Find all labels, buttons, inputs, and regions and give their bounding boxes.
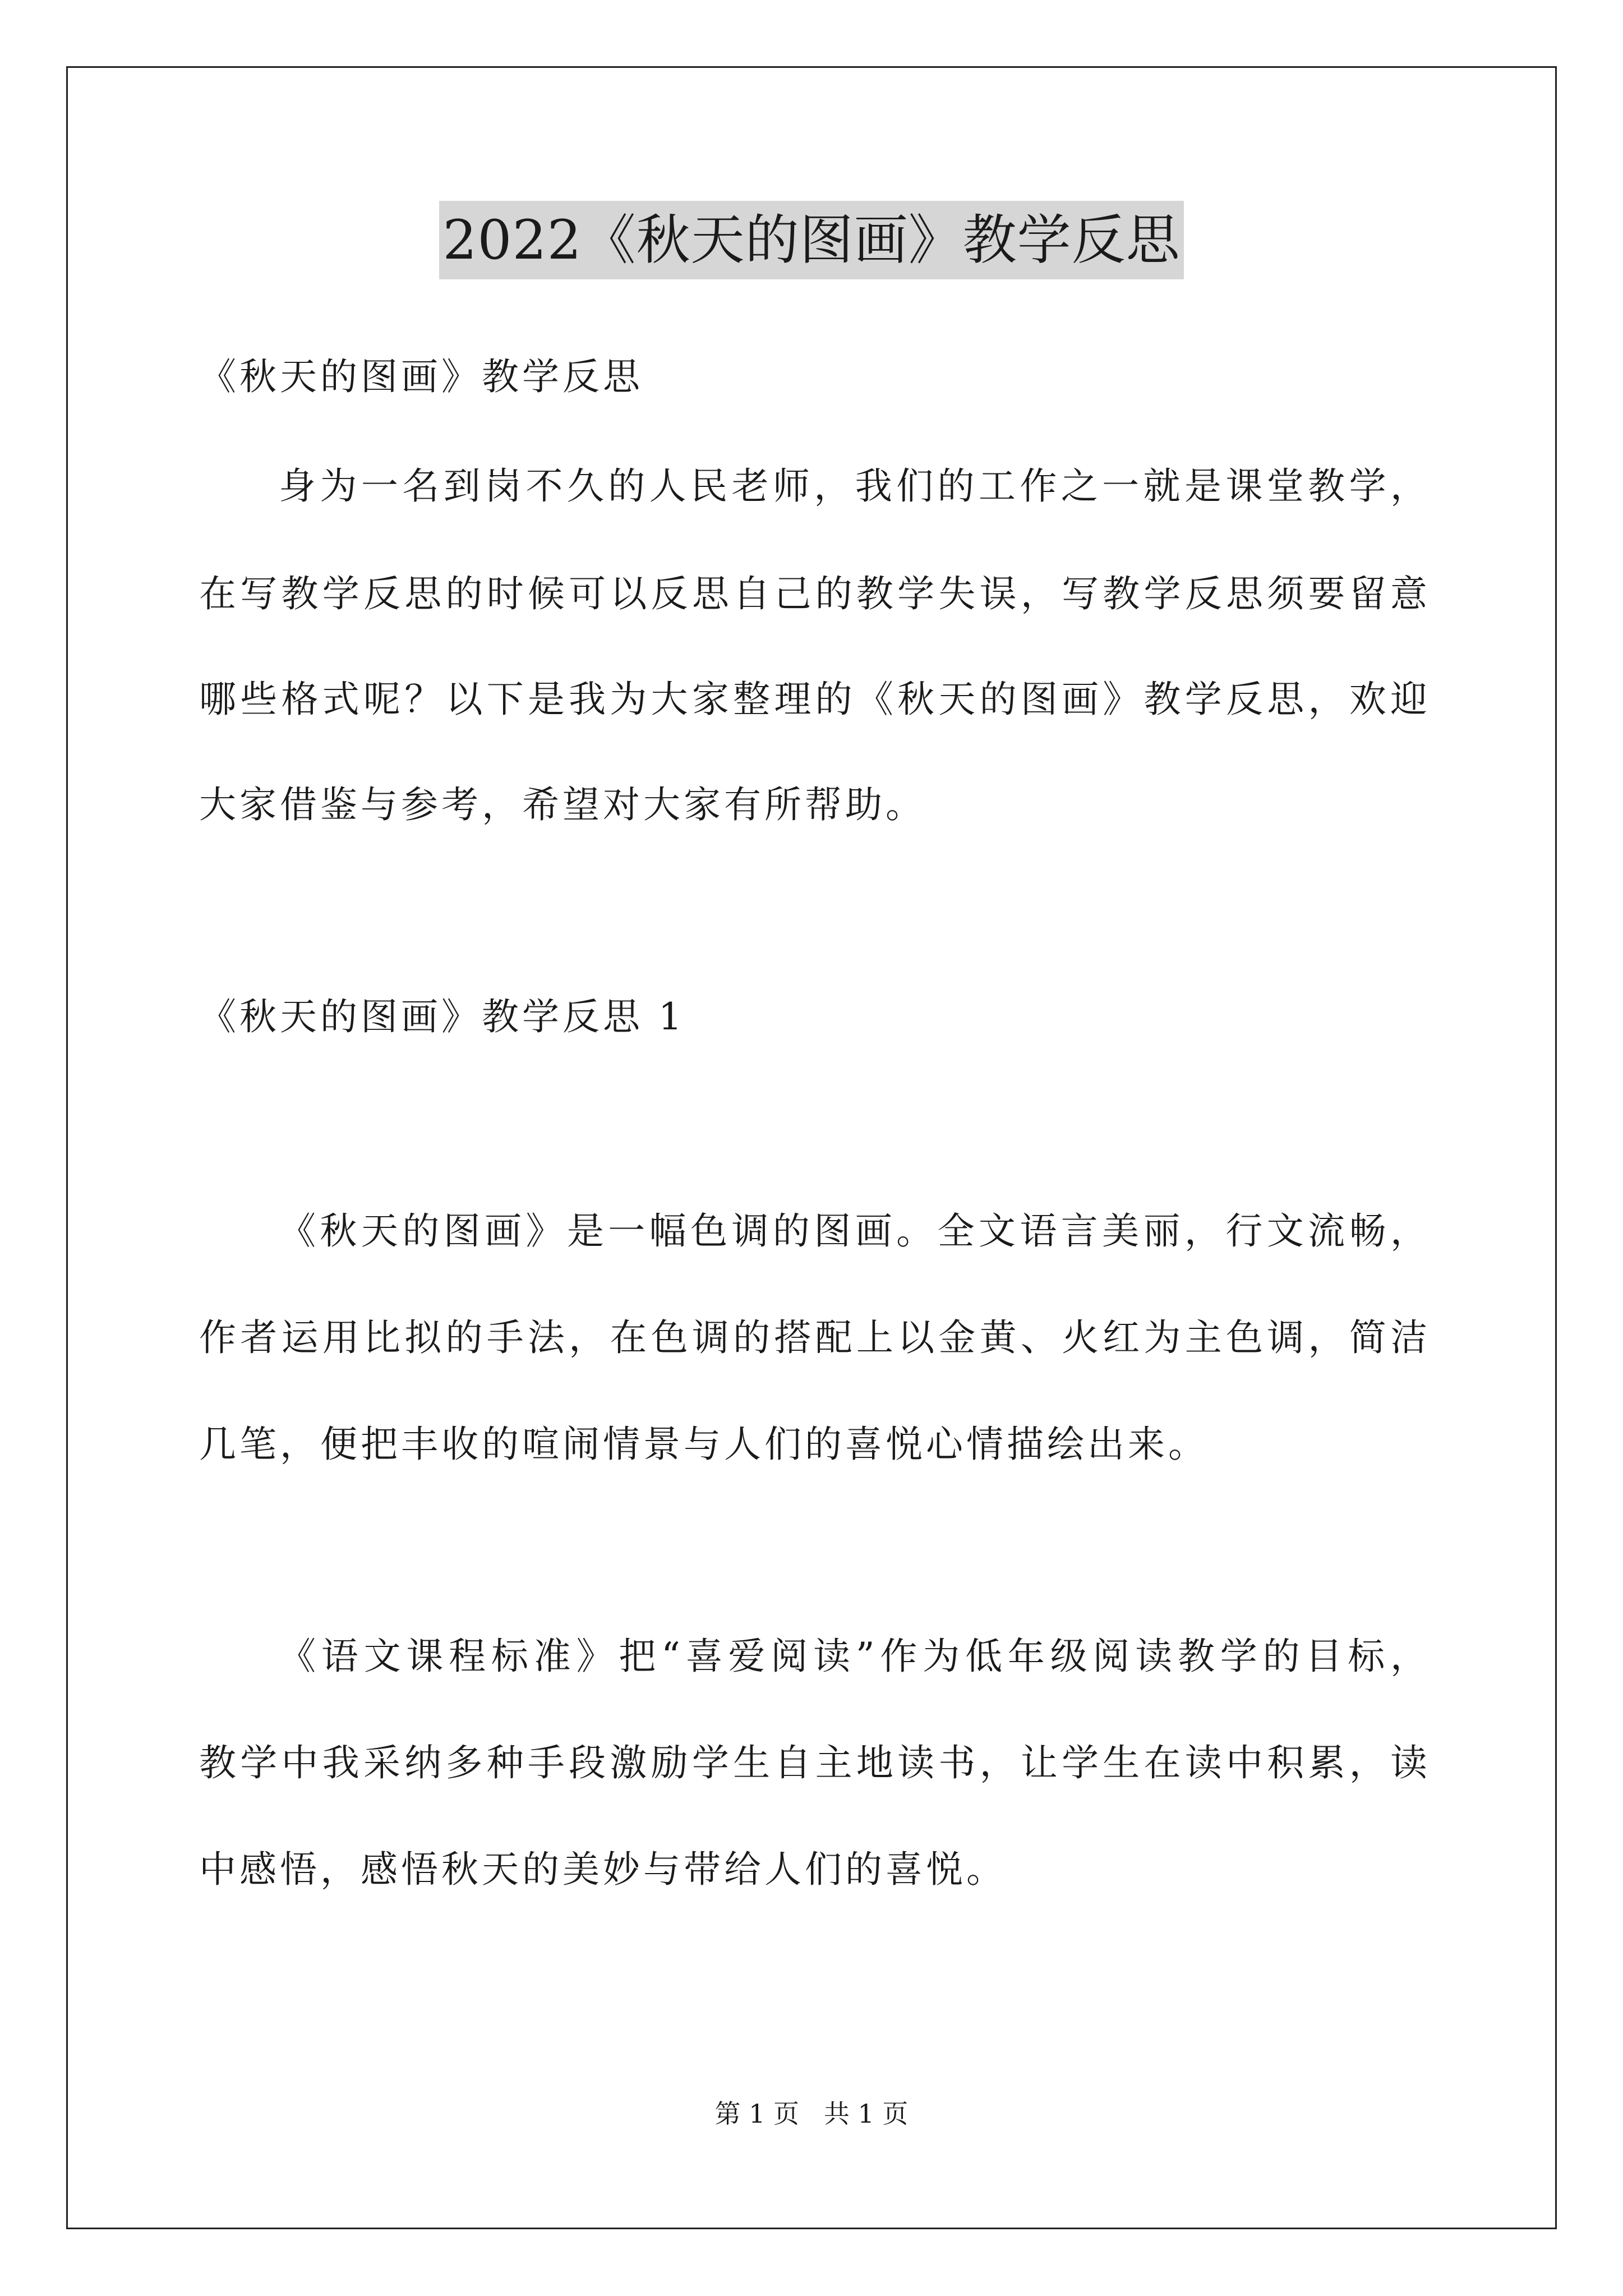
paragraph-line: 教学中我采纳多种手段激励学生自主地读书，让学生在读中积累，读 [199, 1741, 1427, 1784]
paragraph-line: 中感悟，感悟秋天的美妙与带给人们的喜悦。 [199, 1848, 1007, 1891]
document-subtitle: 《秋天的图画》教学反思 [199, 355, 643, 398]
section-heading: 《秋天的图画》教学反思 1 [199, 995, 685, 1038]
intro-line: 在写教学反思的时候可以反思自己的教学失误，写教学反思须要留意 [199, 572, 1427, 615]
paragraph-line: 《语文课程标准》把“喜爱阅读”作为低年级阅读教学的目标， [279, 1635, 1427, 1678]
title-container [0, 201, 1623, 279]
intro-line: 大家借鉴与参考，希望对大家有所帮助。 [199, 783, 926, 826]
paragraph-line: 作者运用比拟的手法，在色调的搭配上以金黄、火红为主色调，简洁 [199, 1316, 1427, 1359]
paragraph-line: 几笔，便把丰收的喧闹情景与人们的喜悦心情描绘出来。 [199, 1423, 1209, 1466]
paragraph-line: 《秋天的图画》是一幅色调的图画。全文语言美丽，行文流畅， [279, 1209, 1427, 1253]
intro-line: 身为一名到岗不久的人民老师，我们的工作之一就是课堂教学， [279, 464, 1427, 508]
document-title: 2022《秋天的图画》教学反思 [439, 201, 1183, 279]
intro-line: 哪些格式呢？以下是我为大家整理的《秋天的图画》教学反思，欢迎 [199, 678, 1427, 721]
page-footer: 第 1 页 共 1 页 [714, 2099, 909, 2129]
